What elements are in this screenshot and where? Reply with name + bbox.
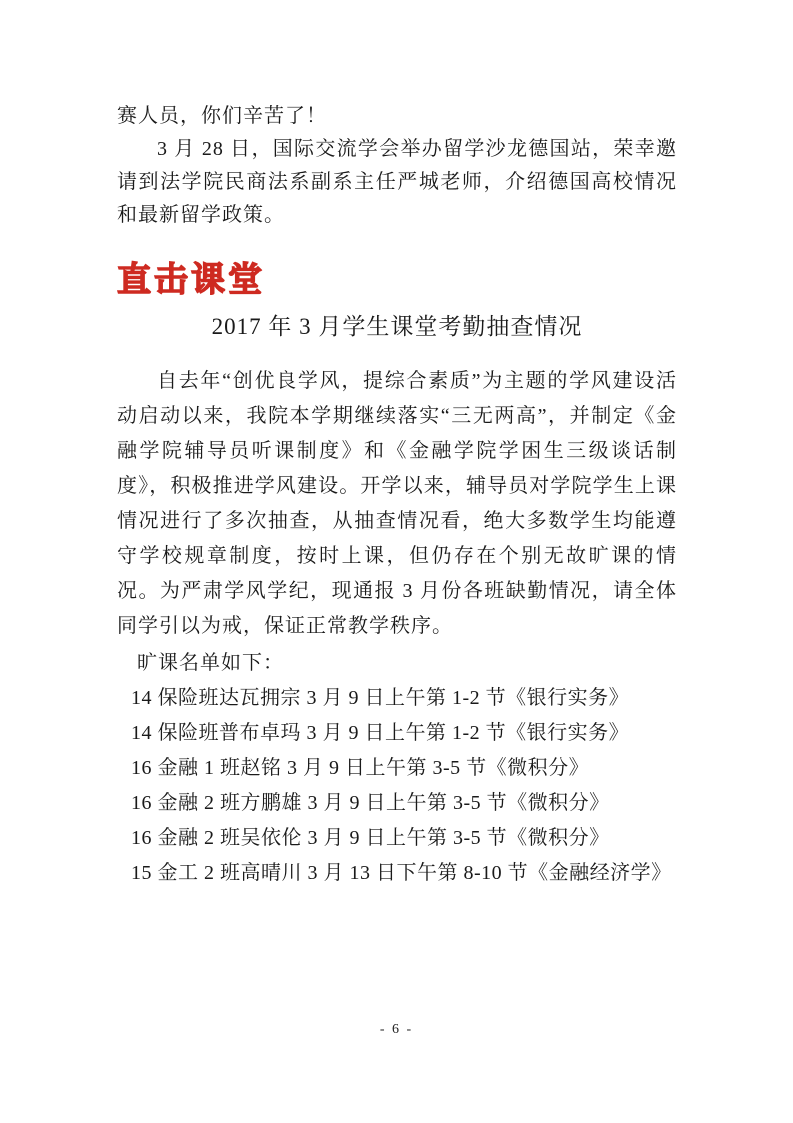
- absence-list-item: 16 金融 2 班吴依伦 3 月 9 日上午第 3-5 节《微积分》: [131, 827, 610, 849]
- page-content: [117, 100, 677, 891]
- absence-list-item: 14 保险班达瓦拥宗 3 月 9 日上午第 1-2 节《银行实务》: [131, 687, 630, 709]
- intro-paragraph: 3 月 28 日，国际交流学会举办留学沙龙德国站，荣幸邀请到法学院民商法系副系主任严城老师，介绍德国高校情况和最新留学政策。: [117, 138, 677, 226]
- absence-list-item: 15 金工 2 班高晴川 3 月 13 日下午第 8-10 节《金融经济学》: [131, 862, 672, 884]
- page-number: - 6 -: [379, 1022, 414, 1037]
- absence-list-item: 14 保险班普布卓玛 3 月 9 日上午第 1-2 节《银行实务》: [131, 722, 630, 744]
- section-heading-red: 直击课堂: [117, 261, 265, 299]
- absence-list-item: 16 金融 2 班方鹏雄 3 月 9 日上午第 3-5 节《微积分》: [131, 792, 610, 814]
- absence-list-item: 16 金融 1 班赵铭 3 月 9 日上午第 3-5 节《微积分》: [131, 757, 590, 779]
- absence-list: [117, 681, 677, 891]
- absence-list-intro: 旷课名单如下：: [137, 652, 284, 674]
- intro-continuation-line: 赛人员，你们辛苦了！: [117, 105, 327, 127]
- attendance-report-paragraph: 自去年“创优良学风，提综合素质”为主题的学风建设活动启动以来，我院本学期继续落实“三无两高”，并制定《金融学院辅导员听课制度》和《金融学院学困生三级谈话制度》，积极推进学风建设。开学以来，辅导员对学院学生上课情况进行了多次抽查，从抽查情况看，绝大多数学生均能遵守学校规章制度，按时上课，但仍存在个别无故旷课的情况。为严肃学风学纪，现通报 3 月份各班缺勤情况，请全体同学引以为戒，保证正常教学秩序。: [117, 370, 677, 637]
- section-title: 2017 年 3 月学生课堂考勤抽查情况: [211, 314, 583, 339]
